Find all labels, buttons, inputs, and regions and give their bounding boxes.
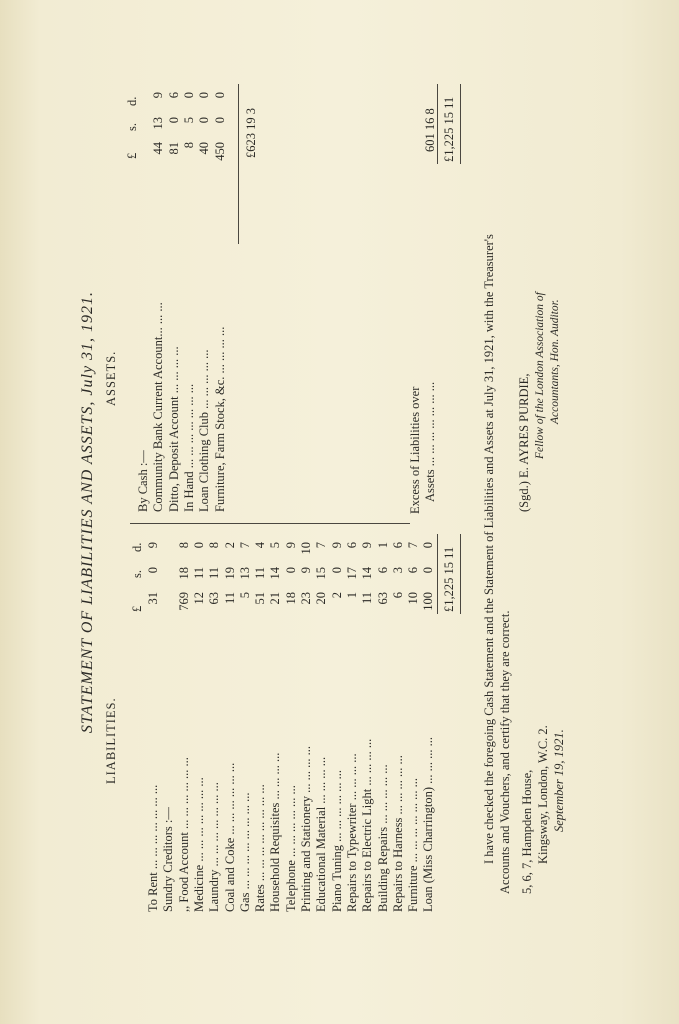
liabilities-row-label: Educational Material ... ... ... ... xyxy=(314,756,329,912)
liabilities-row-shillings: 9 xyxy=(299,567,313,574)
liabilities-row-pence: 9 xyxy=(360,542,375,549)
liabilities-row-pence: 4 xyxy=(253,542,268,549)
liabilities-row-label: Piano Tuning ... ... ... ... ... ... xyxy=(329,769,344,912)
liabilities-row-pence: 10 xyxy=(299,542,313,555)
statement-title: STATEMENT OF LIABILITIES AND ASSETS, July 31, 1921. xyxy=(79,290,96,734)
assets-total: £1,225 15 11 xyxy=(442,96,456,162)
liabilities-row-label: Laundry ... ... ... ... ... ... ... xyxy=(207,782,222,912)
liabilities-pence-header: d. xyxy=(130,542,144,552)
liabilities-row-pounds: 11 xyxy=(222,592,237,605)
assets-row-shillings: 13 xyxy=(151,117,166,130)
liabilities-row-label: Telephone ... ... ... ... ... ... xyxy=(283,785,298,912)
liabilities-row-label: Repairs to Typewriter ... ... ... ... xyxy=(344,753,359,912)
liabilities-row-shillings: 18 xyxy=(176,567,191,580)
liabilities-row-shillings: 15 xyxy=(314,567,329,580)
liabilities-row-shillings: 6 xyxy=(406,567,421,574)
assets-row-shillings: 5 xyxy=(181,117,196,124)
liabilities-row-shillings: 13 xyxy=(237,567,252,580)
liabilities-row-label: ,, Food Account ... ... ... ... ... ... xyxy=(176,757,191,912)
liabilities-row-shillings: 14 xyxy=(360,567,375,580)
assets-row-pence: 6 xyxy=(166,92,181,99)
address-line2: Kingsway, London, W.C. 2. xyxy=(536,725,550,864)
assets-row-label: Furniture, Farm Stock, &c. ... ... ... ... xyxy=(212,326,227,512)
excess-amount: 601 16 8 xyxy=(423,108,437,152)
liabilities-row-shillings: 0 xyxy=(283,567,298,574)
liabilities-row-pence: 7 xyxy=(406,542,421,549)
liabilities-row-pence: 1 xyxy=(375,542,390,549)
assets-row-pence: 0 xyxy=(212,92,227,99)
certification-date: September 19, 1921. xyxy=(552,729,566,832)
liabilities-row-pounds: 31 xyxy=(146,592,160,605)
liabilities-row-shillings: 0 xyxy=(329,567,344,574)
assets-row-pence: 9 xyxy=(151,92,166,99)
assets-row-label: In Hand ... ... ... ... ... ... ... xyxy=(181,383,196,512)
assets-row-pence: 0 xyxy=(181,92,196,99)
liabilities-row-label: Building Repairs ... ... ... ... ... xyxy=(375,764,390,912)
liabilities-row-pounds: 51 xyxy=(253,592,268,605)
assets-subtotal: £623 19 3 xyxy=(244,108,258,158)
column-divider xyxy=(130,523,410,524)
liabilities-row-shillings: 17 xyxy=(344,567,359,580)
liabilities-total: £1,225 15 11 xyxy=(442,546,456,612)
liabilities-row-label: Repairs to Electric Light ... ... ... ... xyxy=(360,738,375,912)
liabilities-row-pence: 9 xyxy=(283,542,298,549)
liabilities-row-shillings: 0 xyxy=(146,567,160,574)
auditor-title: Accountants, Hon. Auditor. xyxy=(549,299,561,424)
assets-row-pounds: 8 xyxy=(181,142,196,149)
liabilities-row-pence: 6 xyxy=(390,542,405,549)
liabilities-row-label: Rates ... ... ... ... ... ... ... ... xyxy=(253,784,268,912)
liabilities-row-pounds: 5 xyxy=(237,592,252,599)
liabilities-row-shillings: 3 xyxy=(390,567,405,574)
liabilities-row-label: Gas ... ... ... ... ... ... ... ... xyxy=(237,792,252,912)
assets-row-label: Ditto, Deposit Account ... ... ... ... xyxy=(166,346,181,512)
certification-line2: Accounts and Vouchers, and certify that they are correct. xyxy=(498,610,512,894)
assets-row-pounds: 40 xyxy=(197,142,212,155)
liabilities-row-pounds: 100 xyxy=(421,592,436,611)
liabilities-row-pounds: 2 xyxy=(329,592,344,599)
liabilities-row-pounds: 769 xyxy=(176,592,191,611)
liabilities-row-label: Medicine ... ... ... ... ... ... ... xyxy=(191,777,206,912)
assets-row-label: By Cash :— xyxy=(136,450,150,512)
assets-shilling-header: s. xyxy=(125,123,139,131)
liabilities-row-pounds: 21 xyxy=(268,592,283,605)
liabilities-row-pence: 7 xyxy=(314,542,329,549)
liabilities-row-pence: 0 xyxy=(421,542,436,549)
liabilities-row-label: Repairs to Harness ... ... ... ... ... xyxy=(390,755,405,912)
assets-total-rule-bottom xyxy=(460,84,461,164)
liabilities-row-shillings: 0 xyxy=(421,567,436,574)
liabilities-row-pounds: 12 xyxy=(191,592,206,605)
liabilities-row-pence: 8 xyxy=(176,542,191,549)
assets-row-shillings: 0 xyxy=(212,117,227,124)
assets-row-label: Loan Clothing Club ... ... ... ... ... xyxy=(197,349,212,512)
liabilities-row-pounds: 11 xyxy=(360,592,375,605)
assets-pound-header: £ xyxy=(125,152,139,159)
liabilities-row-pence: 6 xyxy=(344,542,359,549)
liabilities-row-shillings: 6 xyxy=(375,567,390,574)
assets-row-shillings: 0 xyxy=(197,117,212,124)
liabilities-heading: LIABILITIES. xyxy=(104,697,118,784)
assets-row-pounds: 450 xyxy=(212,142,227,161)
liabilities-row-pounds: 63 xyxy=(207,592,222,605)
address-line1: 5, 6, 7, Hampden House, xyxy=(520,769,534,894)
assets-row-pounds: 81 xyxy=(166,142,181,155)
liabilities-row-pence: 0 xyxy=(191,542,206,549)
excess-label-line1: Excess of Liabilities over xyxy=(408,386,422,514)
assets-row-label: Community Bank Current Account... ... ... xyxy=(151,302,166,512)
liabilities-row-pence: 8 xyxy=(207,542,222,549)
liabilities-row-label: Printing and Stationery ... ... ... ... xyxy=(299,746,313,912)
certification-line1: I have checked the foregoing Cash Statement and the Statement of Liabilities and Assets at July 31, 1921, with the Treasurer's xyxy=(482,234,496,864)
liabilities-row-pounds: 18 xyxy=(283,592,298,605)
excess-label-line2: Assets ... ... ... ... ... ... ... xyxy=(423,381,437,502)
liabilities-row-shillings: 14 xyxy=(268,567,283,580)
liabilities-row-pounds: 20 xyxy=(314,592,329,605)
liabilities-total-rule-top xyxy=(437,534,438,614)
assets-row-pence: 0 xyxy=(197,92,212,99)
liabilities-row-pence: 5 xyxy=(268,542,283,549)
auditor-signature: (Sgd.) E. AYRES PURDIE, xyxy=(517,373,531,512)
liabilities-row-label: Furniture ... ... ... ... ... ... ... xyxy=(406,777,421,912)
liabilities-row-pence: 2 xyxy=(222,542,237,549)
auditor-fellowship: Fellow of the London Association of xyxy=(534,292,546,459)
liabilities-row-pence: 7 xyxy=(237,542,252,549)
liabilities-row-pence: 9 xyxy=(329,542,344,549)
liabilities-row-pence: 9 xyxy=(146,542,160,549)
liabilities-row-label: Household Requisites ... ... ... ... xyxy=(268,752,283,912)
liabilities-row-shillings: 11 xyxy=(191,567,206,580)
liabilities-row-pounds: 1 xyxy=(344,592,359,599)
liabilities-pound-header: £ xyxy=(130,605,144,612)
assets-pence-header: d. xyxy=(125,96,139,106)
liabilities-row-shillings: 11 xyxy=(253,567,268,580)
assets-row-pounds: 44 xyxy=(151,142,166,155)
liabilities-row-label: To Rent ... ... ... ... ... ... ... xyxy=(146,784,160,912)
liabilities-total-rule-bottom xyxy=(460,534,461,614)
liabilities-row-pounds: 10 xyxy=(406,592,421,605)
liabilities-row-label: Loan (Miss Charrington) ... ... ... ... xyxy=(421,737,436,912)
liabilities-row-label: Coal and Coke ... ... ... ... ... ... xyxy=(222,762,237,912)
assets-total-rule-top xyxy=(437,84,438,164)
liabilities-row-shillings: 11 xyxy=(207,567,222,580)
liabilities-row-pounds: 63 xyxy=(375,592,390,605)
liabilities-row-pounds: 23 xyxy=(299,592,313,605)
liabilities-row-label: Sundry Creditors :— xyxy=(161,807,176,912)
assets-subtotal-rule xyxy=(238,84,239,244)
assets-heading: ASSETS. xyxy=(104,350,118,406)
liabilities-shilling-header: s. xyxy=(130,570,144,578)
liabilities-row-shillings: 19 xyxy=(222,567,237,580)
liabilities-row-pounds: 6 xyxy=(390,592,405,599)
assets-row-shillings: 0 xyxy=(166,117,181,124)
